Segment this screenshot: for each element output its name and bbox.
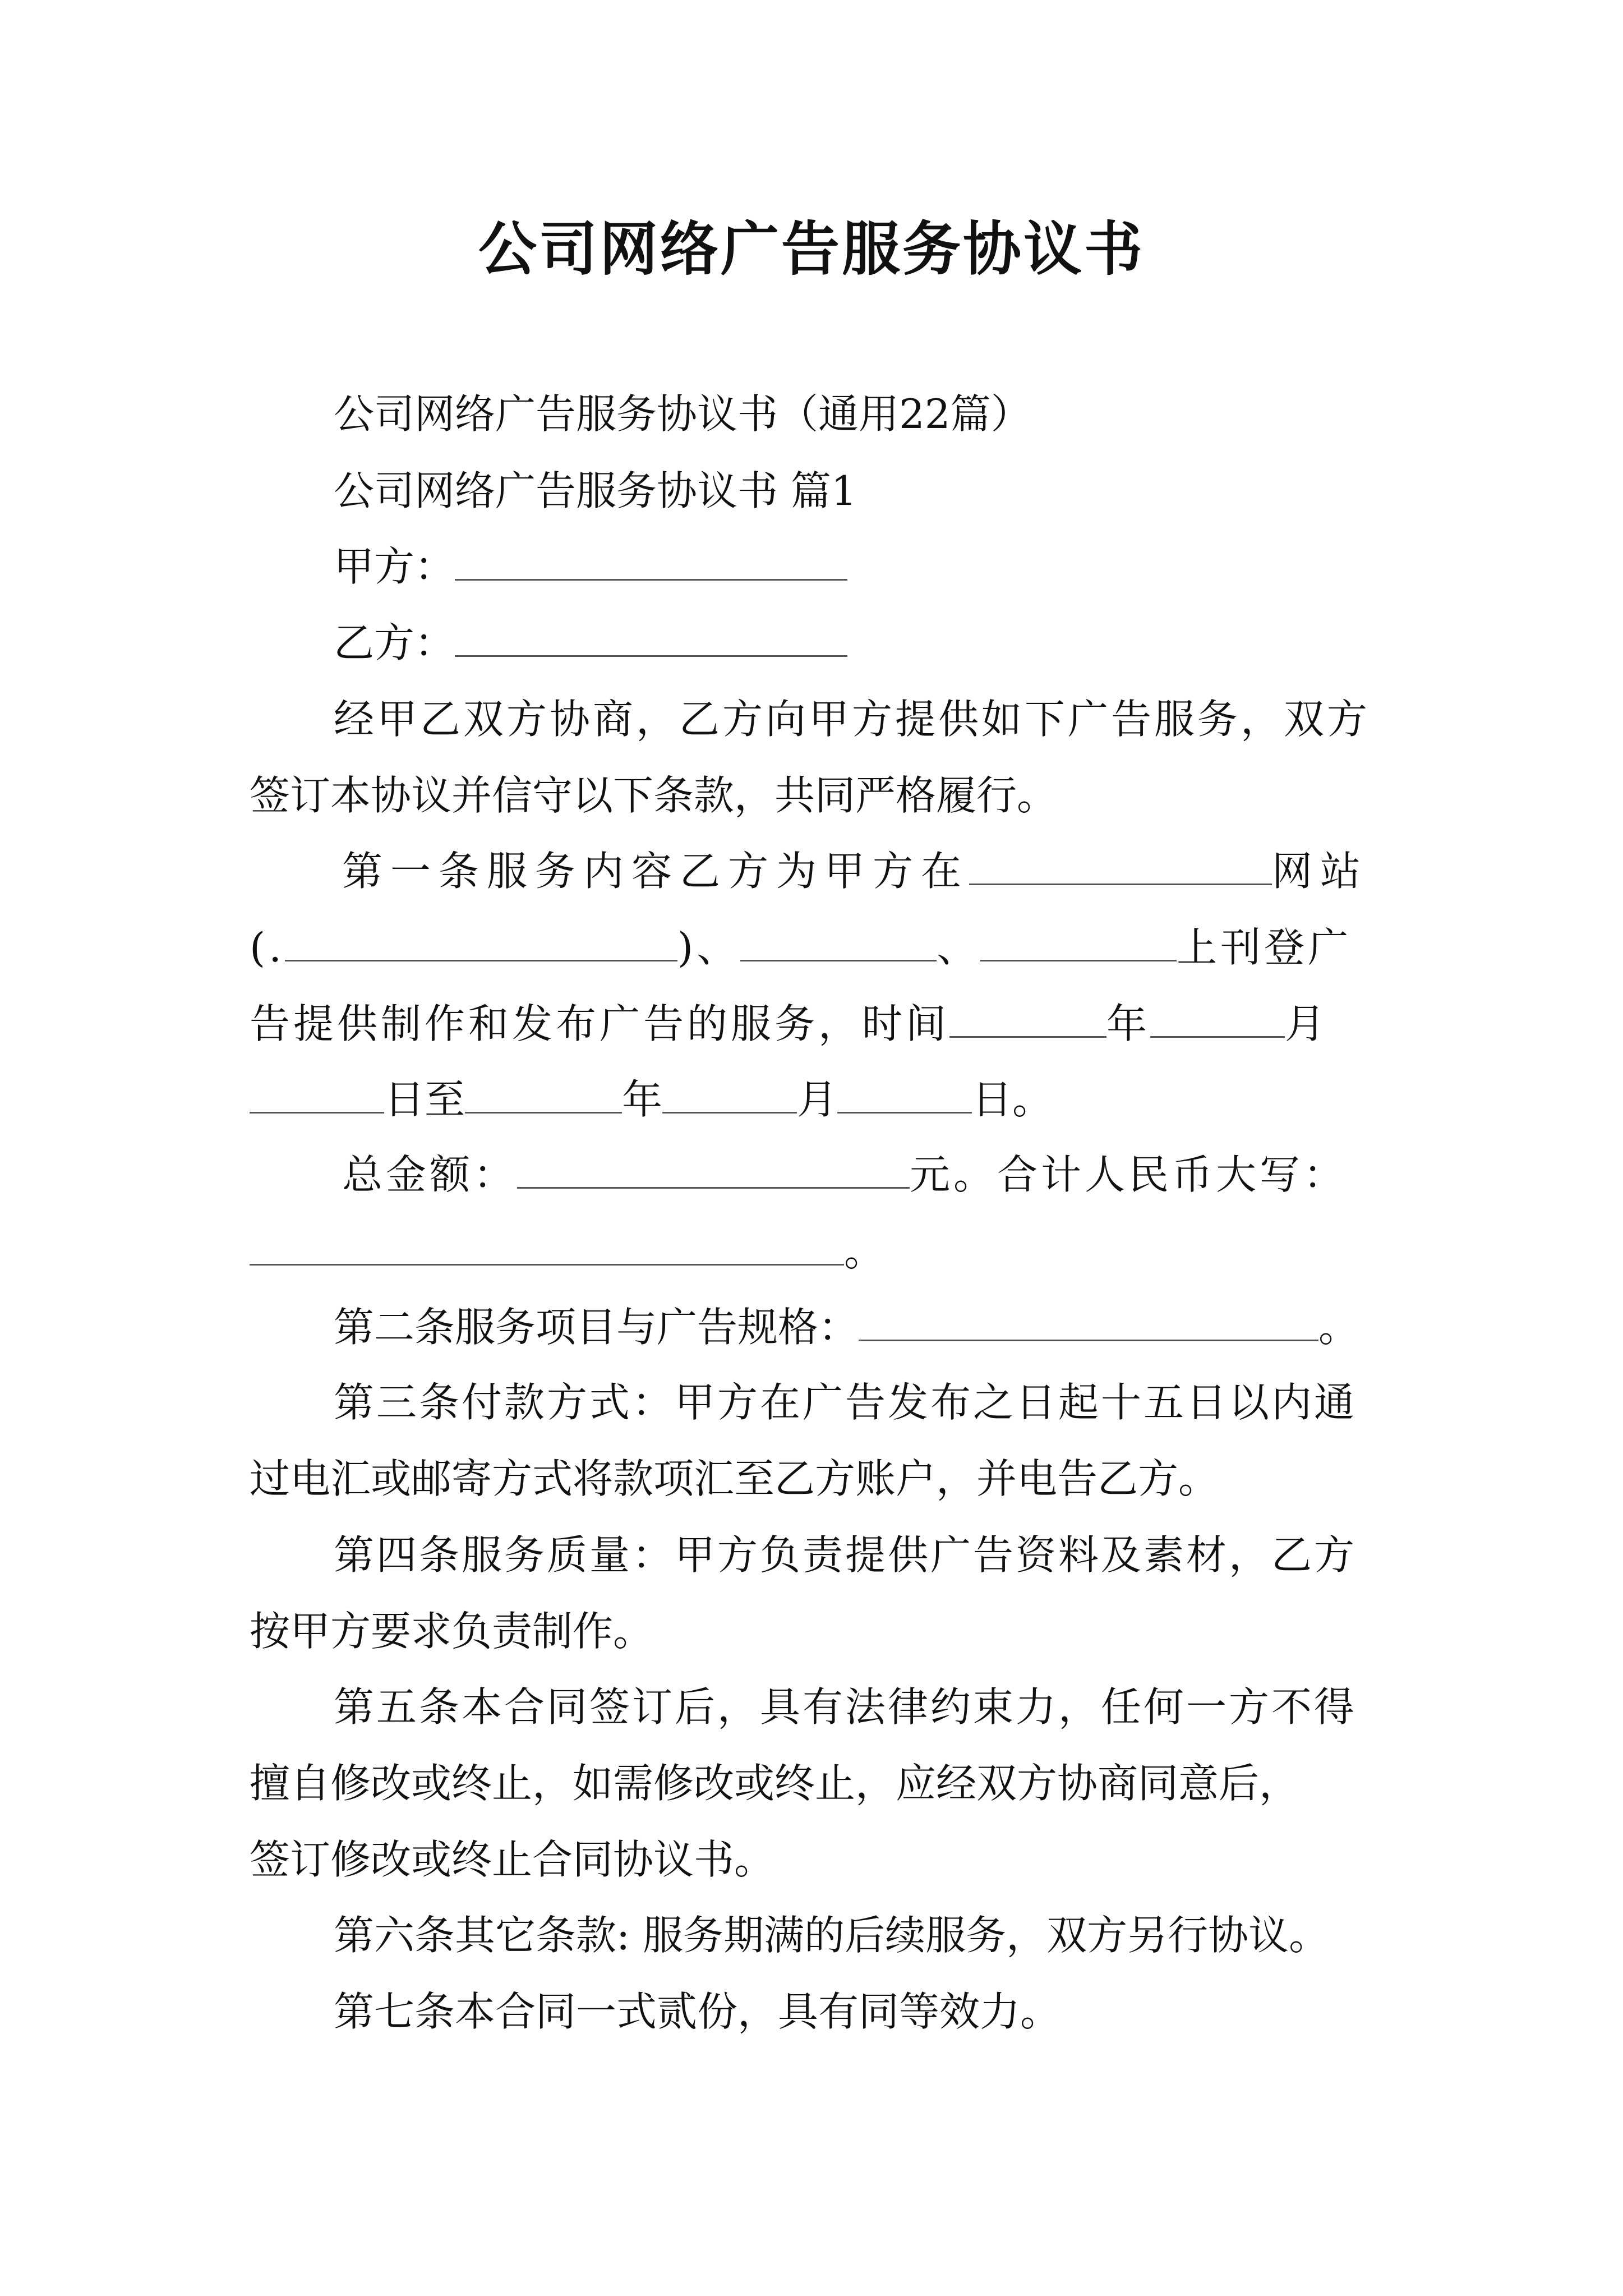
party-b-label: 乙方： [334,619,455,666]
end-month-blank[interactable] [662,1073,797,1114]
clause1-text: 、 [937,924,981,971]
clause1-text: 年 [1106,1000,1151,1047]
clause6-line: 第六条其它条款: 服务期满的后续服务，双方另行协议。 [334,1912,1330,1959]
end-year-blank[interactable] [465,1073,622,1114]
clause1-text: (. [250,924,285,971]
article-heading: 公司网络广告服务协议书 篇1 [334,467,857,514]
clause1-text: 日至 [384,1076,465,1123]
clause1-text: 月 [797,1076,838,1123]
clause5-line-3: 签订修改或终止合同协议书。 [250,1836,775,1883]
start-year-blank[interactable] [949,997,1106,1038]
party-a-blank[interactable] [455,540,847,581]
intro-line-2: 签订本协议并信守以下条款，共同严格履行。 [250,772,1058,819]
document-title: 公司网络广告服务协议书 [478,214,1145,283]
total-label: 总金额： [342,1151,518,1198]
clause1-text: 日。 [972,1076,1053,1123]
clause1-line-2 [250,921,1352,974]
start-month-blank[interactable] [1150,997,1285,1038]
clause5-line-1: 第五条本合同签订后，具有法律约束力，任何一方不得 [334,1683,1357,1731]
document-subtitle: 公司网络广告服务协议书（通用22篇） [334,390,1031,438]
party-a-label: 甲方： [334,543,455,590]
clause4-line-2: 按甲方要求负责制作。 [250,1608,654,1655]
clause1-line-3 [250,997,1329,1051]
total-text: 。 [844,1228,885,1275]
media-blank-1[interactable] [740,921,937,961]
clause5-line-2: 擅自修改或终止，如需修改或终止，应经双方协商同意后， [250,1760,1300,1807]
clause3-line-2: 过电汇或邮寄方式将款项汇至乙方账户，并电告乙方。 [250,1455,1219,1502]
end-day-blank[interactable] [837,1073,972,1114]
clause3-line-1: 第三条付款方式：甲方在广告发布之日起十五日以内通 [334,1379,1357,1426]
url-blank[interactable] [285,921,677,961]
clause1-text: 上刊登广 [1177,924,1352,971]
service-spec-blank[interactable] [859,1300,1318,1341]
party-b-blank[interactable] [455,616,847,657]
clause4-line-1: 第四条服务质量：甲方负责提供广告资料及素材，乙方 [334,1531,1357,1579]
party-a-line [334,540,847,593]
party-b-line [334,616,847,670]
total-line-1 [342,1148,1347,1202]
clause1-text: 第一条服务内容乙方为甲方在 [342,848,970,895]
website-blank[interactable] [969,844,1272,885]
clause1-line-1 [342,844,1368,898]
clause1-text: 告提供制作和发布广告的服务，时间 [250,1000,950,1047]
clause1-text: 网站 [1272,848,1369,895]
clause2-text: 。 [1318,1304,1359,1351]
clause2-line [334,1300,1359,1354]
clause1-text: 年 [622,1076,663,1123]
start-day-blank[interactable] [250,1073,384,1114]
intro-line-1: 经甲乙双方协商，乙方向甲方提供如下广告服务，双方 [334,696,1371,743]
clause2-text: 第二条服务项目与广告规格： [334,1304,859,1351]
total-uppercase-blank[interactable] [250,1225,844,1266]
total-text: 元。合计人民币大写： [910,1151,1348,1198]
clause1-line-4 [250,1073,1053,1126]
clause7-line: 第七条本合同一式贰份，具有同等效力。 [334,1988,1061,2035]
clause1-text: 月 [1285,1000,1329,1047]
media-blank-2[interactable] [980,921,1177,961]
total-amount-blank[interactable] [517,1148,910,1189]
total-line-2 [250,1225,884,1278]
clause1-text: )、 [677,924,741,971]
